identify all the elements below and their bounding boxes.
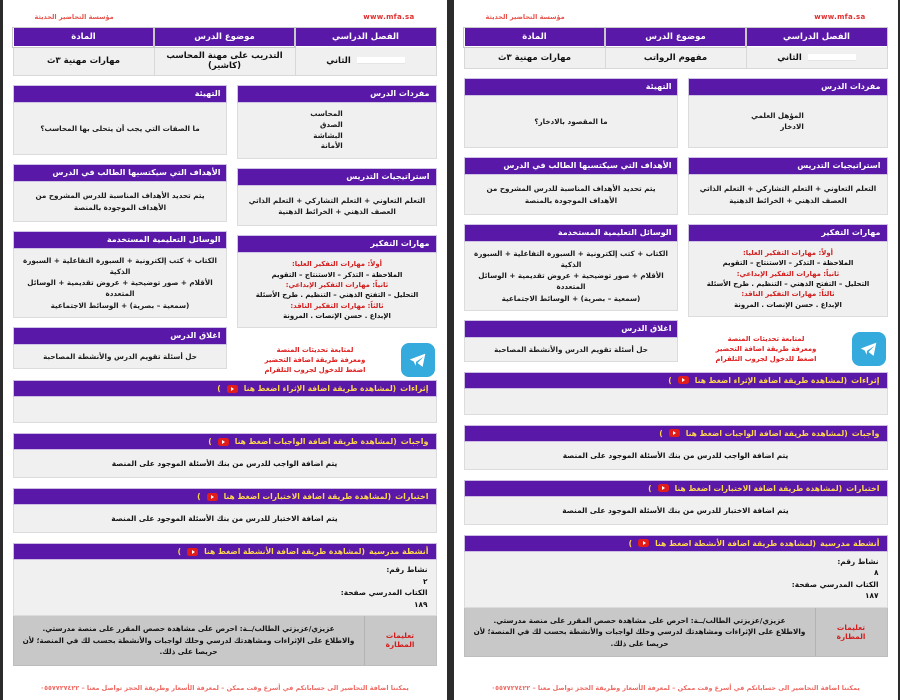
lesson-plan-page-right: [3, 0, 447, 700]
box-warmup-title: التهيئة: [13, 85, 228, 103]
section-homework: [13, 433, 437, 478]
section-homework-title: واجبات: [400, 437, 429, 447]
book-page-row: [22, 587, 428, 610]
box-teaching-strategies: [688, 157, 887, 215]
activity-number-label: نشاط رقم:: [386, 565, 428, 575]
section-homework: [464, 425, 888, 470]
section-school-activities-note: (لمشاهدة طريقة اضافة الأنشطة اضغط هنا: [204, 547, 366, 557]
grid-column-primary: [464, 78, 679, 371]
box-thinking-skills-body: [688, 242, 887, 317]
activity-meta: [13, 560, 437, 616]
list-item: المحاسب: [310, 109, 343, 118]
section-exams-title: اختبارات: [395, 492, 429, 502]
telegram-promo[interactable]: [688, 326, 887, 368]
instructions-line-2: والاطلاع على الإثراءات ومشاهدتك لدرسي وحلك لواجبات والأنشطة بحسب لك في المنصة؛ لأن حريصا على ذلك.: [473, 627, 806, 648]
box-lesson-closure-body: حل أسئلة تقويم الدرس والأنشطة المصاحبة: [13, 345, 228, 369]
section-enrichment-note: (لمشاهدة طريقة اضافة الإثراء اضغط هنا: [694, 375, 848, 385]
section-exams-bar[interactable]: [13, 488, 437, 505]
paren-close: ): [668, 375, 672, 385]
list-item: الأمانة: [320, 141, 343, 151]
vocabulary-list: [751, 111, 804, 133]
box-objectives-title: الأهداف التي سيكتسبها الطالب في الدرس: [464, 157, 679, 175]
vocabulary-list: [310, 109, 343, 152]
book-page-label: الكتاب المدرسي صفحة:: [340, 588, 428, 598]
section-homework-note: (لمشاهدة طريقة اضافة الواجبات اضغط هنا: [685, 428, 848, 438]
activity-number-row: [22, 564, 428, 587]
box-lesson-closure: [464, 320, 679, 362]
box-thinking-skills-title: مهارات التفكير: [237, 235, 436, 253]
youtube-play-icon[interactable]: [207, 493, 218, 501]
youtube-play-icon[interactable]: [227, 385, 238, 393]
thinking-skill-label: ثانياً: مهارات التفكير الإبداعي:: [736, 269, 840, 278]
promo-line-3: اضغط للدخول لجروب التلقرام: [715, 355, 817, 364]
instructions-line-1: عزيزي/عزيزتي الطالب/ــة: احرص على مشاهدة حصص المقرر على منصة مدرستي.: [493, 615, 786, 625]
paren-close: ): [628, 538, 633, 548]
youtube-play-icon[interactable]: [669, 429, 680, 437]
box-vocabulary: [688, 78, 887, 148]
box-objectives-body: يتم تحديد الأهداف المناسبة للدرس المشروح من الأهداف الموجودة بالمنصة: [464, 175, 679, 215]
instructions-line-2: والاطلاع على الإثراءات ومشاهدتك لدرسي وحلك لواجبات والأنشطة بحسب لك في المنصة؛ لأن حريصا على ذلك.: [22, 635, 355, 657]
section-enrichment-bar[interactable]: [464, 372, 888, 389]
thinking-skill-value: التحليل – التفتح الذهني – التنظيم . طرح الأسئلة: [255, 291, 419, 300]
grid-column-primary: [13, 85, 228, 379]
two-column-grid: [464, 78, 888, 371]
box-teaching-strategies: [237, 168, 436, 226]
section-enrichment-title: إثراءات: [851, 375, 880, 385]
col-header-lesson-topic: موضوع الدرس: [605, 28, 746, 47]
media-line-1: الكتاب + كتب إلكترونية + السبورة التفاعلية + السبورة الذكية: [23, 256, 217, 277]
section-exams-note: (لمشاهدة طريقة اضافة الاختبارات اضغط هنا: [223, 492, 392, 502]
youtube-play-icon[interactable]: [638, 539, 649, 547]
cell-lesson-topic: مفهوم الرواتب: [605, 47, 746, 69]
section-enrichment-body: [464, 389, 888, 415]
page-footer: يمكننا اضافة التحاضير الى حساباتكم في أسرع وقت ممكن – لمعرفة الأسعار وطريقة الحجز تواصل معنا – ٠٥٥٧٧٢٧٤٢٢: [40, 684, 409, 692]
box-warmup: [464, 78, 679, 148]
media-line-3: (سمعية – بصرية) + الوسائط الاجتماعية: [501, 293, 641, 303]
book-page-row: [473, 579, 879, 602]
thinking-skill-label: ثالثاً: مهارات التفكير الناقد:: [741, 290, 835, 299]
list-item: المؤهل العلمي: [751, 110, 804, 120]
section-exams-title: اختبارات: [846, 483, 880, 493]
paren-close: ): [208, 437, 212, 447]
box-vocabulary-title: مفردات الدرس: [237, 85, 436, 103]
section-school-activities-bar[interactable]: [464, 535, 888, 552]
section-school-activities-bar[interactable]: [13, 543, 437, 560]
section-school-activities-title: أنشطة مدرسية: [369, 547, 429, 557]
promo-line-3: اضغط للدخول لجروب التلقرام: [264, 366, 366, 375]
youtube-play-icon[interactable]: [678, 376, 689, 384]
box-objectives-body: يتم تحديد الأهداف المناسبة للدرس المشروح من الأهداف الموجودة بالمنصة: [13, 182, 228, 222]
media-line-3: (سمعية – بصرية) + الوسائط الاجتماعية: [50, 300, 190, 310]
activity-number-row: [473, 556, 879, 579]
cell-semester: الثاني: [746, 47, 887, 69]
website-url[interactable]: www.mfa.sa: [363, 13, 415, 21]
paren-close: ): [217, 384, 221, 394]
section-exams: [13, 488, 437, 533]
thinking-skill-label: ثانياً: مهارات التفكير الإبداعي:: [285, 280, 389, 289]
activity-instructions: [13, 616, 437, 666]
cell-subject: مهارات مهنية ٣ث: [464, 47, 605, 69]
instructions-label: تعليمات المطارة: [815, 608, 887, 657]
table-row: [464, 47, 887, 69]
box-warmup-title: التهيئة: [464, 78, 679, 96]
activity-meta: [464, 552, 888, 608]
book-page-value: ١٨٩: [413, 599, 428, 609]
section-exams-body: يتم اضافة الاختبار للدرس من بنك الأسئلة الموجود على المنصة: [13, 505, 437, 533]
box-teaching-media-title: الوسائل التعليمية المستخدمة: [464, 224, 679, 242]
youtube-play-icon[interactable]: [218, 438, 229, 446]
box-warmup: [13, 85, 228, 155]
media-line-1: الكتاب + كتب إلكترونية + السبورة التفاعلية + السبورة الذكية: [474, 249, 668, 270]
section-exams: [464, 480, 888, 525]
box-vocabulary-body: [688, 96, 887, 148]
box-thinking-skills-body: [237, 253, 436, 328]
thinking-skill-value: الملاحظة – التذكر – الاستنتاج – التقويم: [722, 259, 854, 268]
section-homework-note: (لمشاهدة طريقة اضافة الواجبات اضغط هنا: [234, 437, 397, 447]
section-enrichment-bar[interactable]: [13, 380, 437, 397]
box-teaching-strategies-body: [688, 175, 887, 215]
list-item: البشاشة: [313, 130, 343, 140]
box-teaching-strategies-title: استراتيجيات التدريس: [237, 168, 436, 186]
section-homework-title: واجبات: [851, 428, 880, 438]
section-school-activities-note: (لمشاهدة طريقة اضافة الأنشطة اضغط هنا: [655, 538, 817, 548]
thinking-skill-label: أولاً: مهارات التفكير العليا:: [291, 260, 382, 269]
thinking-skill-label: ثالثاً: مهارات التفكير الناقد:: [290, 301, 384, 310]
section-enrichment: [13, 380, 437, 423]
box-warmup-body: ما المقصود بالادخار؟: [464, 96, 679, 148]
activity-number-value: ٢: [422, 576, 428, 586]
instructions-line-1: عزيزي/عزيزتي الطالب/ــة: احرص على مشاهدة حصص المقرر على منصة مدرستي.: [42, 624, 335, 634]
section-school-activities: [464, 535, 888, 657]
page-spacer: [464, 666, 888, 678]
book-page-value: ١٨٧: [864, 591, 879, 601]
media-line-2: الأقلام + صور توضيحية + عروض تقديمية + الوسائل المتعددة: [478, 271, 664, 292]
box-objectives: [464, 157, 679, 215]
grid-column-secondary: [237, 85, 436, 379]
organization-name: مؤسسة التحاضير الحديثة: [485, 13, 565, 21]
col-header-semester: الفصل الدراسي: [746, 28, 887, 47]
instructions-text: [14, 616, 364, 665]
box-thinking-skills-title: مهارات التفكير: [688, 224, 887, 242]
thinking-skill-value: الإبداع . حسن الإنصات . المرونة: [283, 311, 391, 320]
col-header-lesson-topic: موضوع الدرس: [154, 28, 295, 47]
paren-close: ): [659, 428, 663, 438]
box-teaching-strategies-title: استراتيجيات التدريس: [688, 157, 887, 175]
box-vocabulary-body: [237, 103, 436, 159]
box-warmup-body: ما الصفات التي يجب أن يتحلى بها المحاسب؟: [13, 103, 228, 155]
paren-close: ): [177, 547, 182, 557]
thinking-skill-value: الإبداع . حسن الإنصات . المرونة: [734, 300, 842, 309]
lesson-info-table: [464, 27, 888, 69]
thinking-skill-label: أولاً: مهارات التفكير العليا:: [742, 249, 833, 257]
thinking-skill-value: الملاحظة – التذكر – الاستنتاج – التقويم: [271, 270, 403, 279]
section-enrichment: [464, 372, 888, 415]
lesson-info-table: [13, 27, 437, 76]
box-lesson-closure-title: اغلاق الدرس: [13, 327, 228, 345]
promo-line-2: ومعرفة طريقة اضافة التحضير: [264, 356, 366, 365]
organization-name: مؤسسة التحاضير الحديثة: [34, 13, 114, 21]
box-objectives-title: الأهداف التي سيكتسبها الطالب في الدرس: [13, 164, 228, 182]
box-lesson-closure: [13, 327, 228, 369]
section-homework-body: يتم اضافة الواجب للدرس من بنك الأسئلة الموجود على المنصة: [464, 442, 888, 470]
activity-instructions: [464, 608, 888, 658]
col-header-subject: المادة: [13, 28, 154, 47]
section-enrichment-note: (لمشاهدة طريقة اضافة الإثراء اضغط هنا: [243, 384, 397, 394]
media-line-2: الأقلام + صور توضيحية + عروض تقديمية + الوسائل المتعددة: [27, 278, 213, 299]
section-school-activities: [13, 543, 437, 665]
thinking-skill-value: التحليل – التفتح الذهني – التنظيم . طرح الأسئلة: [706, 280, 870, 289]
promo-line-1: لمتابعة تحديثات المنصة: [727, 334, 805, 343]
section-exams-body: يتم اضافة الاختبار للدرس من بنك الأسئلة الموجود على المنصة: [464, 497, 888, 525]
box-teaching-media-title: الوسائل التعليمية المستخدمة: [13, 231, 228, 249]
box-teaching-media-body: [13, 249, 228, 318]
section-exams-bar[interactable]: [464, 480, 888, 497]
page-footer: يمكننا اضافة التحاضير الى حساباتكم في أسرع وقت ممكن – لمعرفة الأسعار وطريقة الحجز تواصل معنا – ٠٥٥٧٧٢٧٤٢٢: [491, 684, 860, 692]
blank-underline: [357, 57, 405, 64]
instructions-text: [465, 608, 815, 657]
list-item: الادخار: [780, 121, 804, 131]
box-thinking-skills: [688, 224, 887, 317]
activity-number-value: ٨: [873, 568, 879, 578]
promo-line-1: لمتابعة تحديثات المنصة: [276, 346, 354, 355]
page-topline: [464, 10, 888, 27]
telegram-promo-text: [690, 334, 841, 365]
two-column-grid: [13, 85, 437, 379]
blank-underline: [808, 54, 856, 61]
page-topline: [13, 10, 437, 27]
cell-lesson-topic: التدريب على مهنة المحاسب (كاشير): [154, 47, 295, 76]
col-header-semester: الفصل الدراسي: [295, 28, 436, 47]
box-lesson-closure-title: اغلاق الدرس: [464, 320, 679, 338]
box-teaching-media: [13, 231, 228, 318]
telegram-icon[interactable]: [852, 332, 886, 366]
box-teaching-strategies-body: [237, 186, 436, 226]
strategy-line-2: العصف الذهني + الخرائط الذهنية: [278, 206, 396, 216]
list-item: الصدق: [319, 119, 343, 129]
table-header-row: [464, 28, 887, 47]
website-url[interactable]: www.mfa.sa: [814, 13, 866, 21]
cell-semester: الثاني: [295, 47, 436, 76]
telegram-promo-text: [239, 345, 390, 376]
col-header-subject: المادة: [464, 28, 605, 47]
section-exams-note: (لمشاهدة طريقة اضافة الاختبارات اضغط هنا: [674, 483, 843, 493]
box-teaching-media-body: [464, 242, 679, 311]
telegram-promo[interactable]: [237, 337, 436, 379]
table-header-row: [13, 28, 436, 47]
lesson-plan-page-left: [454, 0, 898, 700]
box-thinking-skills: [237, 235, 436, 328]
section-enrichment-title: إثراءات: [400, 384, 429, 394]
box-vocabulary: [237, 85, 436, 159]
paren-close: ): [197, 492, 201, 502]
box-objectives: [13, 164, 228, 222]
section-school-activities-title: أنشطة مدرسية: [820, 538, 880, 548]
strategy-line-1: التعلم التعاوني + التعلم التشاركي + التعلم الذاتي: [699, 184, 877, 194]
youtube-play-icon[interactable]: [187, 548, 198, 556]
box-lesson-closure-body: حل أسئلة تقويم الدرس والأنشطة المصاحبة: [464, 338, 679, 362]
book-page-label: الكتاب المدرسي صفحة:: [791, 579, 879, 589]
youtube-play-icon[interactable]: [658, 484, 669, 492]
box-teaching-media: [464, 224, 679, 311]
section-homework-body: يتم اضافة الواجب للدرس من بنك الأسئلة الموجود على المنصة: [13, 450, 437, 478]
promo-line-2: ومعرفة طريقة اضافة التحضير: [715, 345, 817, 354]
section-enrichment-body: [13, 397, 437, 423]
grid-column-secondary: [688, 78, 887, 371]
table-row: [13, 47, 436, 76]
strategy-line-2: العصف الذهني + الخرائط الذهنية: [729, 195, 847, 205]
instructions-label: تعليمات المطارة: [364, 616, 436, 665]
activity-number-label: نشاط رقم:: [837, 556, 879, 566]
section-homework-bar[interactable]: [13, 433, 437, 450]
strategy-line-1: التعلم التعاوني + التعلم التشاركي + التعلم الذاتي: [248, 195, 426, 205]
box-vocabulary-title: مفردات الدرس: [688, 78, 887, 96]
paren-close: ): [648, 483, 652, 493]
telegram-icon[interactable]: [401, 343, 435, 377]
section-homework-bar[interactable]: [464, 425, 888, 442]
cell-subject: مهارات مهنية ٣ث: [13, 47, 154, 76]
